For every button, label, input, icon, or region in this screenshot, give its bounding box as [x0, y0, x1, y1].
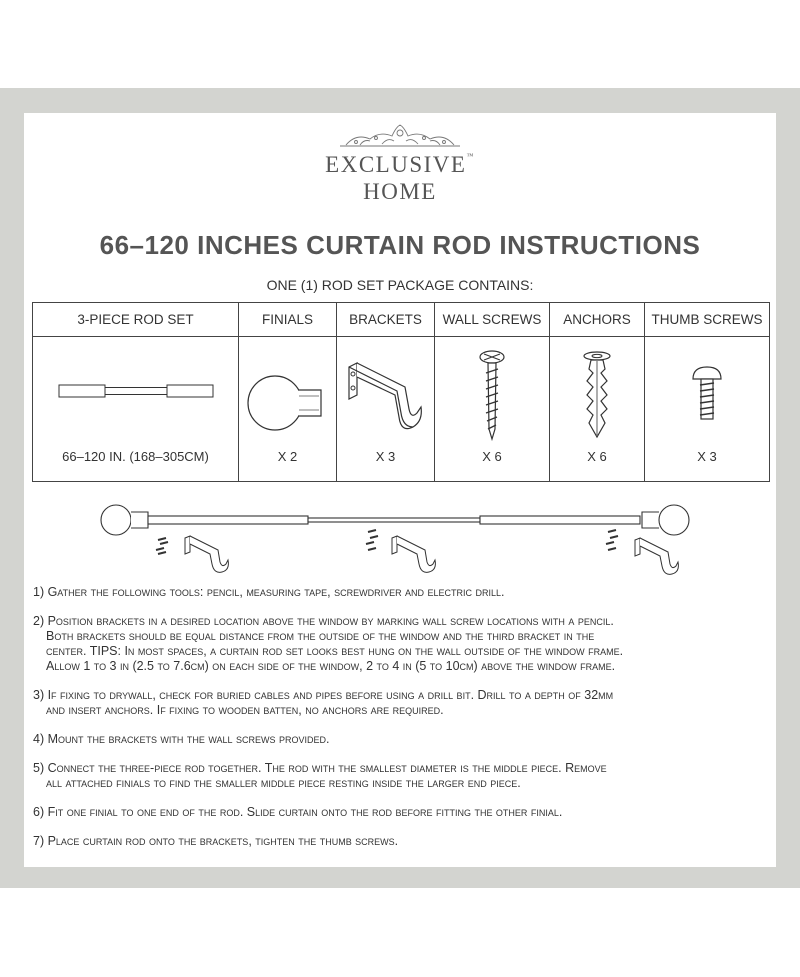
step-4: 4) Mount the brackets with the wall screws provided.	[33, 732, 330, 746]
instruction-steps	[33, 585, 778, 863]
cell-finials	[239, 337, 337, 482]
thumb-screw-icon	[687, 365, 727, 425]
anchor-icon	[577, 349, 617, 443]
cell-thumb-screws	[645, 337, 770, 482]
header-thumb-screws: THUMB SCREWS	[645, 303, 770, 337]
header-anchors: ANCHORS	[550, 303, 645, 337]
step-5: 5) Connect the three-piece rod together. The rod with the smallest diameter is the middle piece. Remove all attached finials to find the smaller middle piece resting inside the larger end piece.	[33, 761, 607, 790]
finial-icon	[243, 363, 333, 437]
wall-screw-icon	[472, 349, 512, 443]
header-finials: FINIALS	[239, 303, 337, 337]
qty-anchors: X 6	[587, 449, 607, 464]
bracket-icon	[341, 361, 431, 451]
bracket-group-left	[156, 536, 228, 572]
page-title: 66–120 INCHES CURTAIN ROD INSTRUCTIONS	[99, 230, 701, 260]
qty-brackets: X 3	[375, 449, 396, 464]
cell-wall-screws	[435, 337, 550, 482]
header-wall-screws: WALL SCREWS	[435, 303, 550, 337]
bracket-group-right	[606, 530, 678, 574]
parts-header-row	[33, 303, 770, 337]
cell-rod-set	[33, 337, 239, 482]
parts-content-row	[33, 337, 770, 482]
step-2: 2) Position brackets in a desired location above the window by marking wall screw locations with a pencil. Both brackets should be equal distance from the outside of the window and the third bracket in the center. TIPS: In most spaces, a curtain rod set looks best hung on the wall outside of the window frame. Allow 1 to 3 in (2.5 to 7.6cm) on each side of the window, 2 to 4 in (5 to 10cm) above the window frame.	[33, 614, 624, 673]
qty-rod-set: 66–120 IN. (168–305CM)	[62, 449, 209, 464]
step-7: 7) Place curtain rod onto the brackets, tighten the thumb screws.	[33, 834, 399, 848]
qty-finials: X 2	[277, 449, 298, 464]
cell-brackets	[337, 337, 435, 482]
brand-ornament-icon	[336, 123, 464, 149]
header-rod-set: 3-PIECE ROD SET	[33, 303, 239, 337]
parts-table	[32, 302, 770, 482]
cell-anchors	[550, 337, 645, 482]
qty-wall-screws: X 6	[482, 449, 502, 464]
rod-set-icon	[58, 381, 214, 401]
qty-thumb-screws: X 3	[697, 449, 717, 464]
step-1: 1) Gather the following tools: pencil, measuring tape, screwdriver and electric drill.	[33, 585, 505, 599]
package-contents-heading: ONE (1) ROD SET PACKAGE CONTAINS:	[266, 277, 534, 293]
brand-name-line2: HOME	[363, 179, 437, 204]
assembly-overview-illustration	[90, 492, 700, 582]
step-6: 6) Fit one finial to one end of the rod. Slide curtain onto the rod before fitting the other finial.	[33, 805, 563, 819]
header-brackets: BRACKETS	[337, 303, 435, 337]
brand-name-line1: EXCLUSIVE™	[325, 152, 475, 177]
bracket-group-center	[366, 530, 435, 572]
step-3: 3) If fixing to drywall, check for buried cables and pipes before using a drill bit. Drill to a depth of 32mm and insert anchors. If fixing to wooden batten, no anchors are required.	[33, 688, 614, 717]
